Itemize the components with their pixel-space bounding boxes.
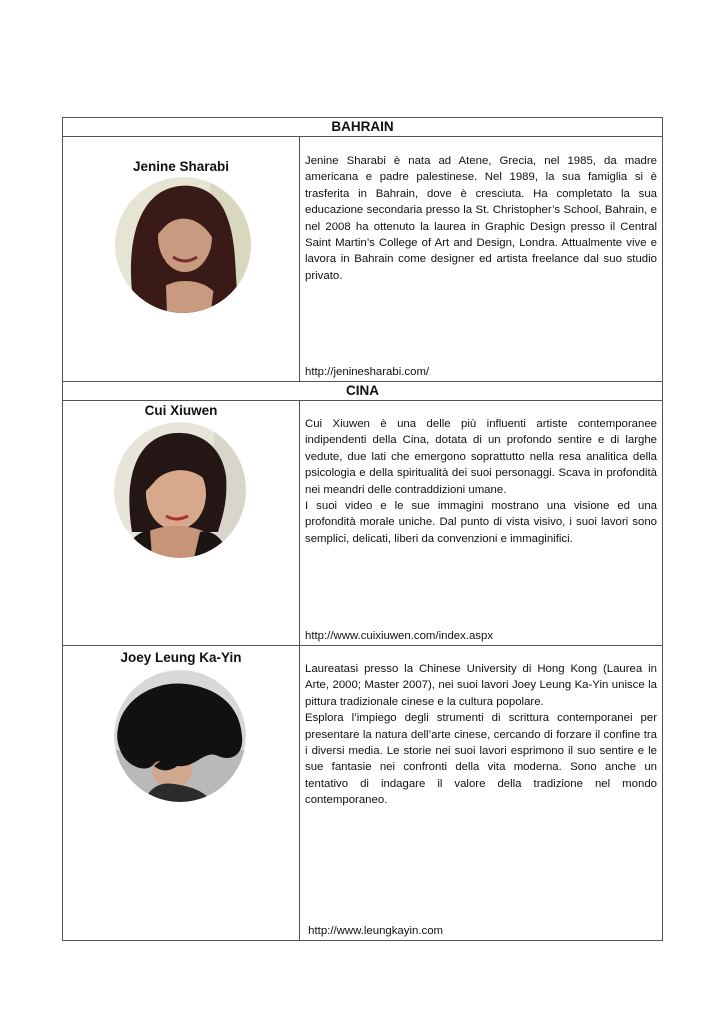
artist-name: Jenine Sharabi [132, 159, 230, 174]
artist-name: Joey Leung Ka-Yin [120, 650, 242, 665]
artist-website-link[interactable]: http://jeninesharabi.com/ [305, 366, 430, 378]
artist-portrait [114, 670, 246, 802]
artist-row [63, 646, 663, 941]
bio-paragraph: Jenine Sharabi è nata ad Atene, Grecia, nel 1985, da madre americana e padre palestinese. Nel 1989, la sua famiglia si è trasferita in Bahrain, dove è cresciuta. Ha completato la sua educazione secondaria presso la St. Christopher’s School, Bahrain, e nel 2008 ha ottenuto la laurea in Graphic Design presso il Central Saint Martin’s College of Art and Design, Londra. Attualmente vive e lavora in Bahrain come designer ed artista freelance dal suo studio privato. [305, 155, 657, 282]
bio-paragraph: Esplora l’impiego degli strumenti di scrittura contemporanei per presentare la natura dell’arte cinese, cercando di forzare il confine tra i diversi media. Le storie nei suoi lavori esprimono il suo sentire e le sue fantasie nei confronti della vita moderna. Sono anche un tentativo di indagare il valore della tradizione nel mondo contemporaneo. [305, 712, 657, 807]
artists-table [62, 117, 663, 941]
artist-row [63, 137, 663, 382]
bio-paragraph: Cui Xiuwen è una delle più influenti artiste contemporanee indipendenti della Cina, dotata di un profondo sentire e di larghe vedute, due lati che emergono soprattutto nella resa analitica della psicologia e della spiritualità dei suoi personaggi. Scava in profondità nei meandri delle contraddizioni umane. [305, 418, 657, 496]
artist-bio-cell [300, 646, 663, 941]
bio-paragraph: Laureatasi presso la Chinese University di Hong Kong (Laurea in Arte, 2000; Master 2007), nei suoi lavori Joey Leung Ka-Yin unisce la pittura tradizionale cinese e la cultura popolare. [305, 663, 657, 708]
artist-bio [305, 153, 657, 284]
artist-bio-cell [300, 137, 663, 382]
artist-website-link[interactable]: http://www.cuixiuwen.com/index.aspx [305, 630, 494, 642]
artist-bio [305, 416, 657, 547]
country-heading: CINA [63, 382, 663, 401]
bio-paragraph: I suoi video e le sue immagini mostrano una visione ed una profondità morale uniche. Dal punto di vista visivo, i suoi lavori sono semplici, delicati, liberi da convenzioni e immaginifici. [305, 500, 657, 545]
country-row-cina [63, 382, 663, 401]
artist-portrait [114, 422, 246, 558]
artist-bio-cell [300, 401, 663, 646]
country-heading: BAHRAIN [63, 118, 663, 137]
artist-cell [63, 137, 300, 382]
artist-bio [305, 661, 657, 809]
artist-portrait [115, 177, 251, 313]
artist-row [63, 401, 663, 646]
artist-cell [63, 401, 300, 646]
artist-cell [63, 646, 300, 941]
artist-website-link[interactable]: http://www.leungkayin.com [305, 925, 444, 937]
country-row-bahrain [63, 118, 663, 137]
artist-name: Cui Xiuwen [144, 403, 218, 418]
